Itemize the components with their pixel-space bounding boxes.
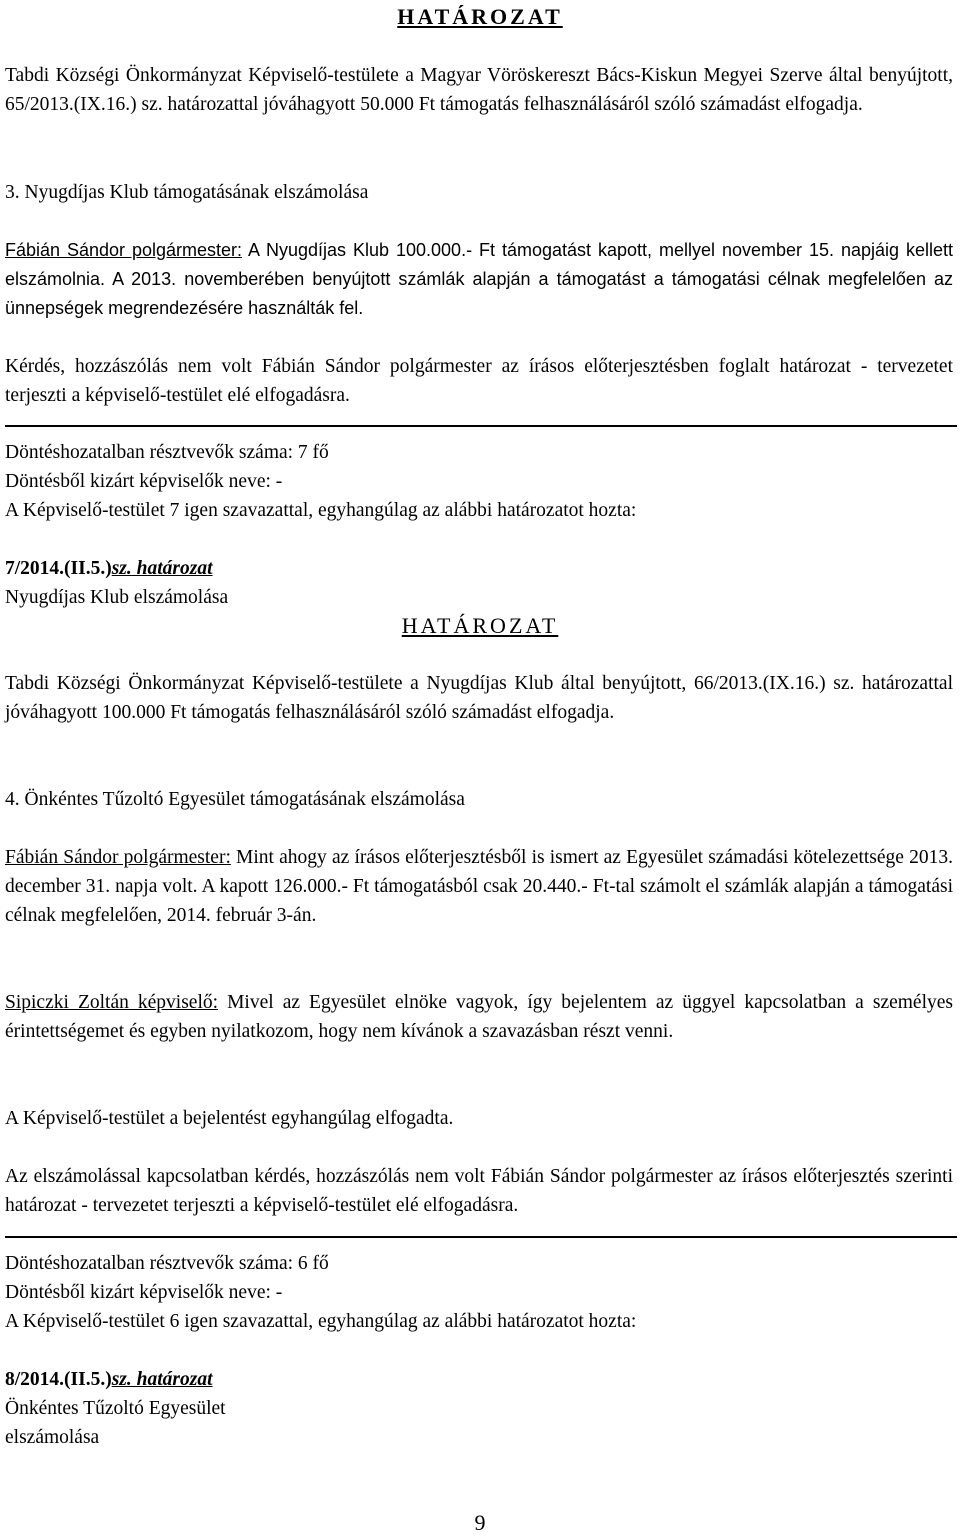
section-3-paragraph xyxy=(5,236,953,323)
divider xyxy=(5,1236,957,1238)
discussion-paragraph: Az elszámolással kapcsolatban kérdés, hozzászólás nem volt Fábián Sándor polgármester az írásos előterjesztés szerinti határozat - tervezetet terjeszti a képviselő-testület elé elfogadásra. xyxy=(5,1166,953,1216)
acceptance-paragraph: A Képviselő-testület a bejelentést egyhangúlag elfogadta. xyxy=(5,1108,454,1129)
resolution-number-value: 8/2014.(II.5.) xyxy=(5,1369,112,1390)
vote-result: A Képviselő-testület 6 igen szavazattal, egyhangúlag az alábbi határozatot hozta: xyxy=(5,1311,637,1332)
divider xyxy=(5,425,957,427)
vote-excluded: Döntésből kizárt képviselők neve: - xyxy=(5,1282,283,1303)
resolution-heading: HATÁROZAT xyxy=(401,613,559,638)
page-number: 9 xyxy=(474,1510,486,1535)
speaker-name: Sipiczki Zoltán képviselő: xyxy=(5,992,219,1013)
speaker-name: Fábián Sándor polgármester: xyxy=(5,847,231,868)
resolution-heading: HATÁROZAT xyxy=(397,4,563,29)
speech-text: Mint ahogy az írásos előterjesztésből is ismert az Egyesület számadási kötelezettsége 2013. december 31. napja volt. A kapott 126.000.- Ft támogatásból csak 20.440.- Ft-tal számolt el számlák alapján a támogatási célnak megfelelően, 2014. február 3-án. xyxy=(5,847,953,926)
section-4-title: 4. Önkéntes Tűzoltó Egyesület támogatásának elszámolása xyxy=(5,789,465,810)
resolution-number xyxy=(5,554,953,583)
resolution-text: Tabdi Községi Önkormányzat Képviselő-testülete a Magyar Vöröskereszt Bács-Kiskun Megyei Szerve által benyújtott, 65/2013.(IX.16.) sz. határozattal jóváhagyott 50.000 Ft támogatás felhasználásáról szóló számadást elfogadja. xyxy=(5,65,953,115)
vote-excluded: Döntésből kizárt képviselők neve: - xyxy=(5,471,283,492)
resolution-subject: Önkéntes Tűzoltó Egyesület xyxy=(5,1398,226,1419)
resolution-number-value: 7/2014.(II.5.) xyxy=(5,558,112,579)
section-4-paragraph-2 xyxy=(5,988,953,1046)
speaker-name: Fábián Sándor polgármester: xyxy=(5,240,243,260)
vote-participants: Döntéshozatalban résztvevők száma: 7 fő xyxy=(5,442,329,463)
speech-text: A Nyugdíjas Klub 100.000.- Ft támogatást kapott, mellyel november 15. napjáig kellett elszámolnia. A 2013. novemberében benyújtott számlák alapján a támogatást a támogatási célnak megfelelően az ünnepségek megrendezésére használták fel. xyxy=(5,240,953,318)
section-4-paragraph xyxy=(5,843,953,930)
section-3-title: 3. Nyugdíjas Klub támogatásának elszámolása xyxy=(5,182,369,203)
resolution-number-suffix: sz. határozat xyxy=(111,558,213,579)
vote-participants: Döntéshozatalban résztvevők száma: 6 fő xyxy=(5,1253,329,1274)
resolution-text: Tabdi Községi Önkormányzat Képviselő-testülete a Nyugdíjas Klub által benyújtott, 66/2013.(IX.16.) sz. határozattal jóváhagyott 100.000 Ft támogatás felhasználásáról szóló számadást elfogadja. xyxy=(5,673,953,723)
resolution-number xyxy=(5,1365,953,1394)
discussion-paragraph: Kérdés, hozzászólás nem volt Fábián Sándor polgármester az írásos előterjesztésben foglalt határozat - tervezetet terjeszti a képviselő-testület elé elfogadásra. xyxy=(5,356,953,406)
resolution-subject: Nyugdíjas Klub elszámolása xyxy=(5,587,229,608)
resolution-number-suffix: sz. határozat xyxy=(111,1369,213,1390)
speech-text: Mivel az Egyesület elnöke vagyok, így bejelentem az üggyel kapcsolatban a személyes érintettségemet és egyben nyilatkozom, hogy nem kívánok a szavazásban részt venni. xyxy=(5,992,953,1042)
resolution-subject-continued: elszámolása xyxy=(5,1427,100,1448)
vote-result: A Képviselő-testület 7 igen szavazattal, egyhangúlag az alábbi határozatot hozta: xyxy=(5,500,637,521)
